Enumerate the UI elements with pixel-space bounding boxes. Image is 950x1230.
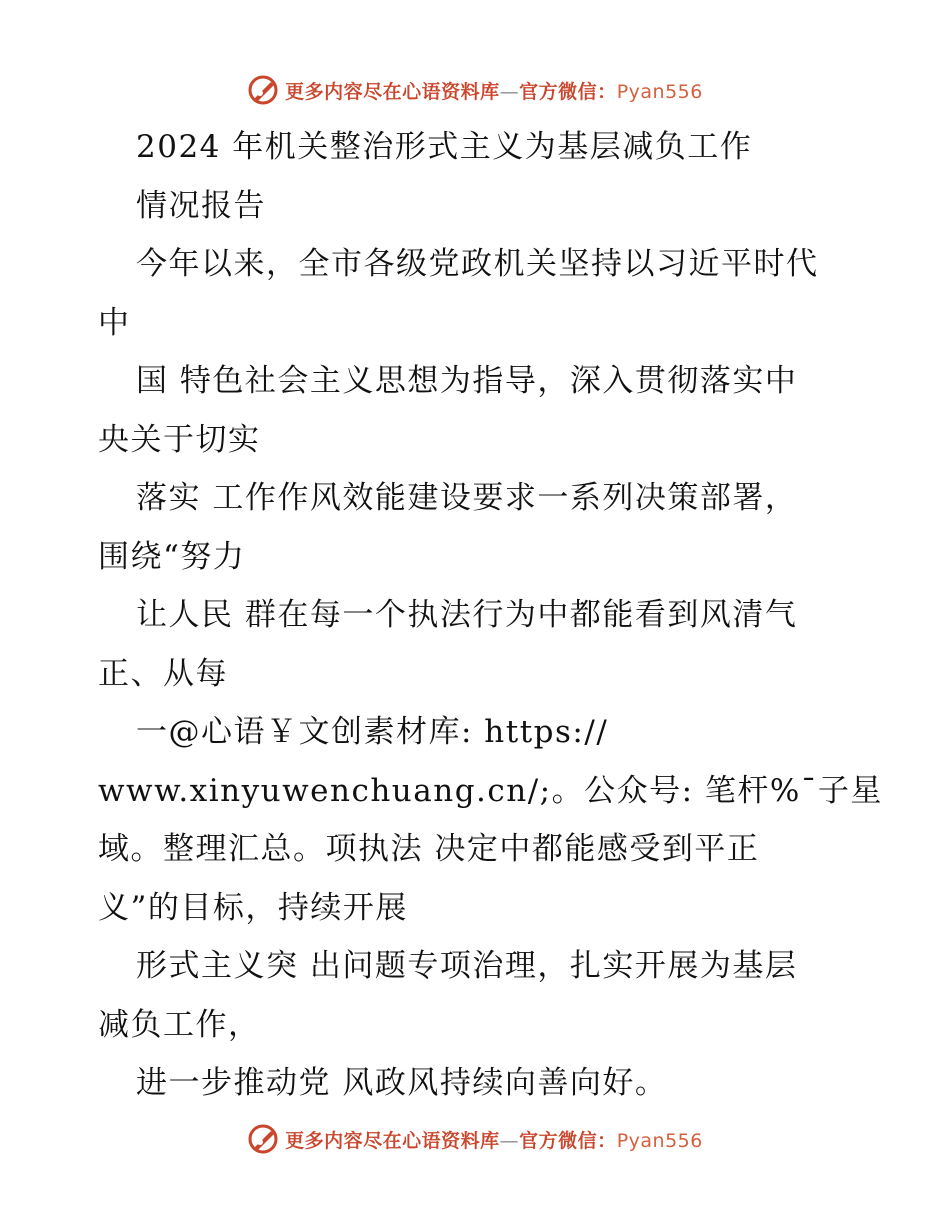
document-line: 形式主义突 出问题专项治理，扎实开展为基层: [136, 948, 798, 984]
document-line: 域。整理汇总。项执法 决定中都能感受到平正: [98, 831, 760, 867]
header-banner-text: 更多内容尽在心语资料库—官方微信：Pyan556: [285, 80, 703, 103]
header-watermark-banner: [0, 70, 950, 110]
document-line: 央关于切实: [98, 421, 261, 458]
document-line: 国 特色社会主义思想为指导，深入贯彻落实中: [136, 363, 798, 399]
document-line: 让人民 群在每一个执法行为中都能看到风清气: [136, 597, 798, 633]
brush-pen-logo-icon: [247, 1123, 279, 1155]
document-line: 进一步推动党 风政风持续向善向好。: [136, 1065, 668, 1101]
document-line: 2024 年机关整治形式主义为基层减负工作: [136, 129, 753, 165]
document-line: www.xinyuwenchuang.cn/;。公众号: 笔杆%¯子星: [98, 772, 883, 809]
document-line: 义”的目标，持续开展: [98, 889, 408, 926]
document-line: 落实 工作作风效能建设要求一系列决策部署，: [136, 480, 798, 516]
document-line: 正、从每: [98, 655, 228, 692]
document-body: [98, 118, 888, 1113]
document-line: 今年以来，全市各级党政机关坚持以习近平时代: [136, 246, 819, 282]
footer-banner-text: 更多内容尽在心语资料库—官方微信：Pyan556: [285, 1129, 703, 1152]
brush-pen-logo-icon: [247, 74, 279, 106]
document-line: 减负工作，: [98, 1006, 261, 1043]
document-line: 一@心语￥文创素材库: https://: [136, 714, 609, 750]
document-line: 情况报告: [136, 187, 266, 224]
footer-watermark-banner: [0, 1119, 950, 1159]
document-line: 中: [98, 304, 131, 341]
document-line: 围绕“努力: [98, 538, 246, 575]
